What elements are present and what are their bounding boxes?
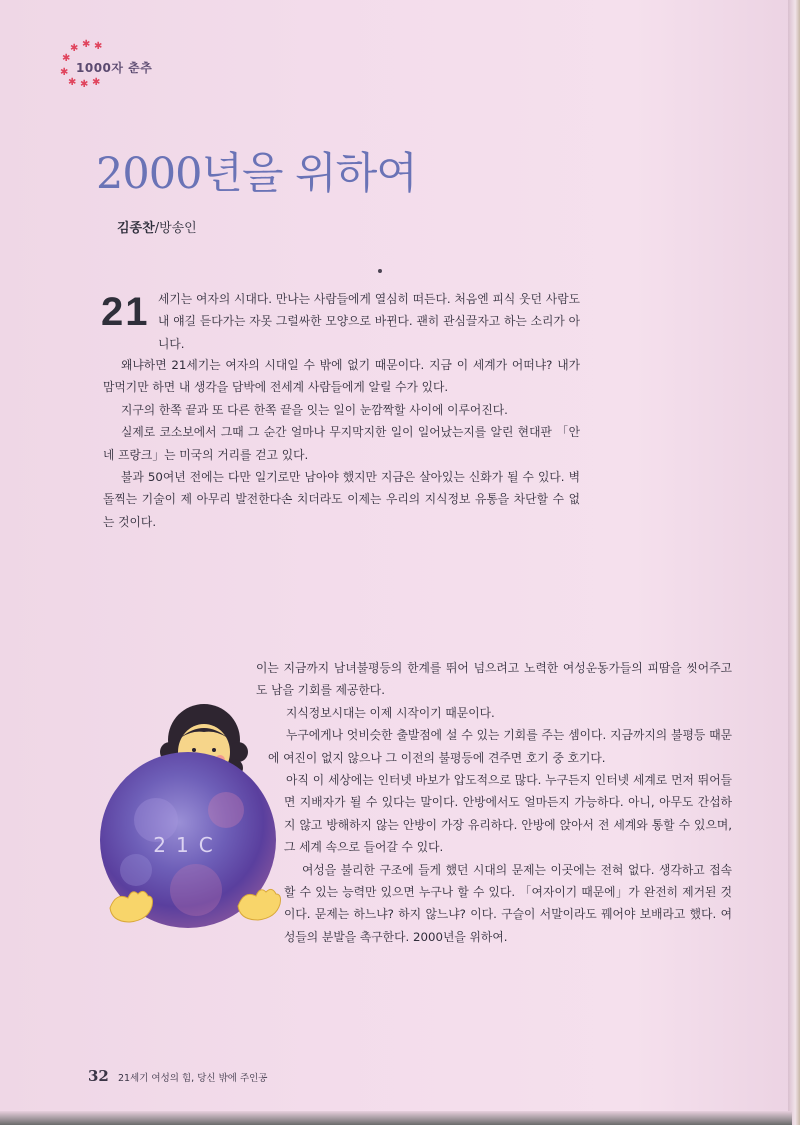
author-name: 김종찬 — [117, 221, 155, 236]
star-icon: ✱ — [60, 67, 69, 78]
page-bottom-edge — [0, 1111, 792, 1125]
star-icon: ✱ — [94, 41, 103, 52]
series-label: 1000자 춘추 — [76, 61, 153, 75]
paragraph: 불과 50여년 전에는 다만 일기로만 남아야 했지만 지금은 살아있는 신화가 될 수 있다. 벽돌찍는 기술이 제 아무리 발전한다손 치더라도 이제는 우리의 지식정보 유통을 차단할 수 없는 것이다. — [103, 470, 581, 529]
page-number: 32 — [88, 1067, 109, 1085]
star-icon: ✱ — [68, 77, 77, 88]
girl-holding-globe-illustration — [96, 700, 296, 945]
article-block-2 — [256, 657, 732, 967]
paragraph: 실제로 코소보에서 그때 그 순간 얼마나 무지막지한 일이 일어났는지를 알린 현대판 「안네 프랑크」는 미국의 거리를 걷고 있다. — [103, 425, 580, 462]
paragraph: 왜냐하면 21세기는 여자의 시대일 수 밖에 없기 때문이다. 지금 이 세계가 어떠냐? 내가 맘먹기만 하면 내 생각을 담박에 전세계 사람들에게 알릴 수가 있다. — [103, 358, 580, 395]
paragraph: 세기는 여자의 시대다. 만나는 사람들에게 열심히 떠든다. 처음엔 피식 웃던 사람도 내 얘길 듣다가는 자못 그럴싸한 모양으로 바뀐다. 괜히 관심끌자고 하는 소리가 아니다. — [158, 292, 580, 351]
series-badge — [60, 40, 180, 90]
page-footer — [88, 1066, 267, 1085]
byline — [117, 217, 197, 236]
paragraph: 아직 이 세상에는 인터넷 바보가 압도적으로 많다. 누구든지 인터넷 세계로 먼저 뛰어들면 지배자가 될 수 있다는 말이다. 안방에서도 얼마든지 가능하다. 아니, 아무도 간섭하지 않고 방해하지 않는 안방이 가장 유리하다. 안방에 앉아서 전 세계와 통할 수 있으며, 그 세계 속으로 들어갈 수 있다. — [284, 773, 732, 855]
star-icon: ✱ — [80, 79, 89, 90]
drop-cap: 21 — [101, 290, 150, 334]
paragraph: 지식정보시대는 이제 시작이기 때문이다. — [286, 705, 495, 720]
first-paragraph — [158, 288, 580, 355]
paragraph: 이는 지금까지 남녀불평등의 한계를 뛰어 넘으려고 노력한 여성운동가들의 피땀을 씻어주고도 남을 기회를 제공한다. — [256, 661, 732, 698]
article-title: 2000년을 위하여 — [96, 149, 417, 199]
star-icon: ✱ — [92, 77, 101, 88]
star-icon: ✱ — [62, 53, 71, 64]
author-role: /방송인 — [154, 221, 197, 236]
star-icon: ✱ — [70, 43, 79, 54]
paragraph: 누구에게나 엇비슷한 출발점에 설 수 있는 기회를 주는 셈이다. 지금까지의 불평등 때문에 여진이 없지 않으나 그 이전의 불평등에 견주면 호기 중 호기다. — [268, 728, 732, 765]
article-block-1 — [103, 354, 580, 533]
globe-text: 21C — [153, 833, 223, 857]
paragraph: 지구의 한쪽 끝과 또 다른 한쪽 끝을 잇는 일이 눈깜짝할 사이에 이루어진다. — [121, 402, 508, 417]
running-title: 21세기 여성의 힘, 당신 밖에 주인공 — [117, 1073, 268, 1084]
ornament-dot — [378, 269, 382, 273]
paragraph: 여성을 불리한 구조에 들게 했던 시대의 문제는 이곳에는 전혀 없다. 생각하고 접속할 수 있는 능력만 있으면 누구나 할 수 있다. 「여자이기 때문에」가 완전히 제거된 것이다. 문제는 하느냐? 하지 않느냐? 이다. 구슬이 서말이라도 꿰어야 보배라고 했다. 여성들의 분발을 촉구한다. 2000년을 위하여. — [284, 862, 732, 944]
star-icon: ✱ — [82, 39, 91, 50]
page-spine — [788, 0, 800, 1125]
